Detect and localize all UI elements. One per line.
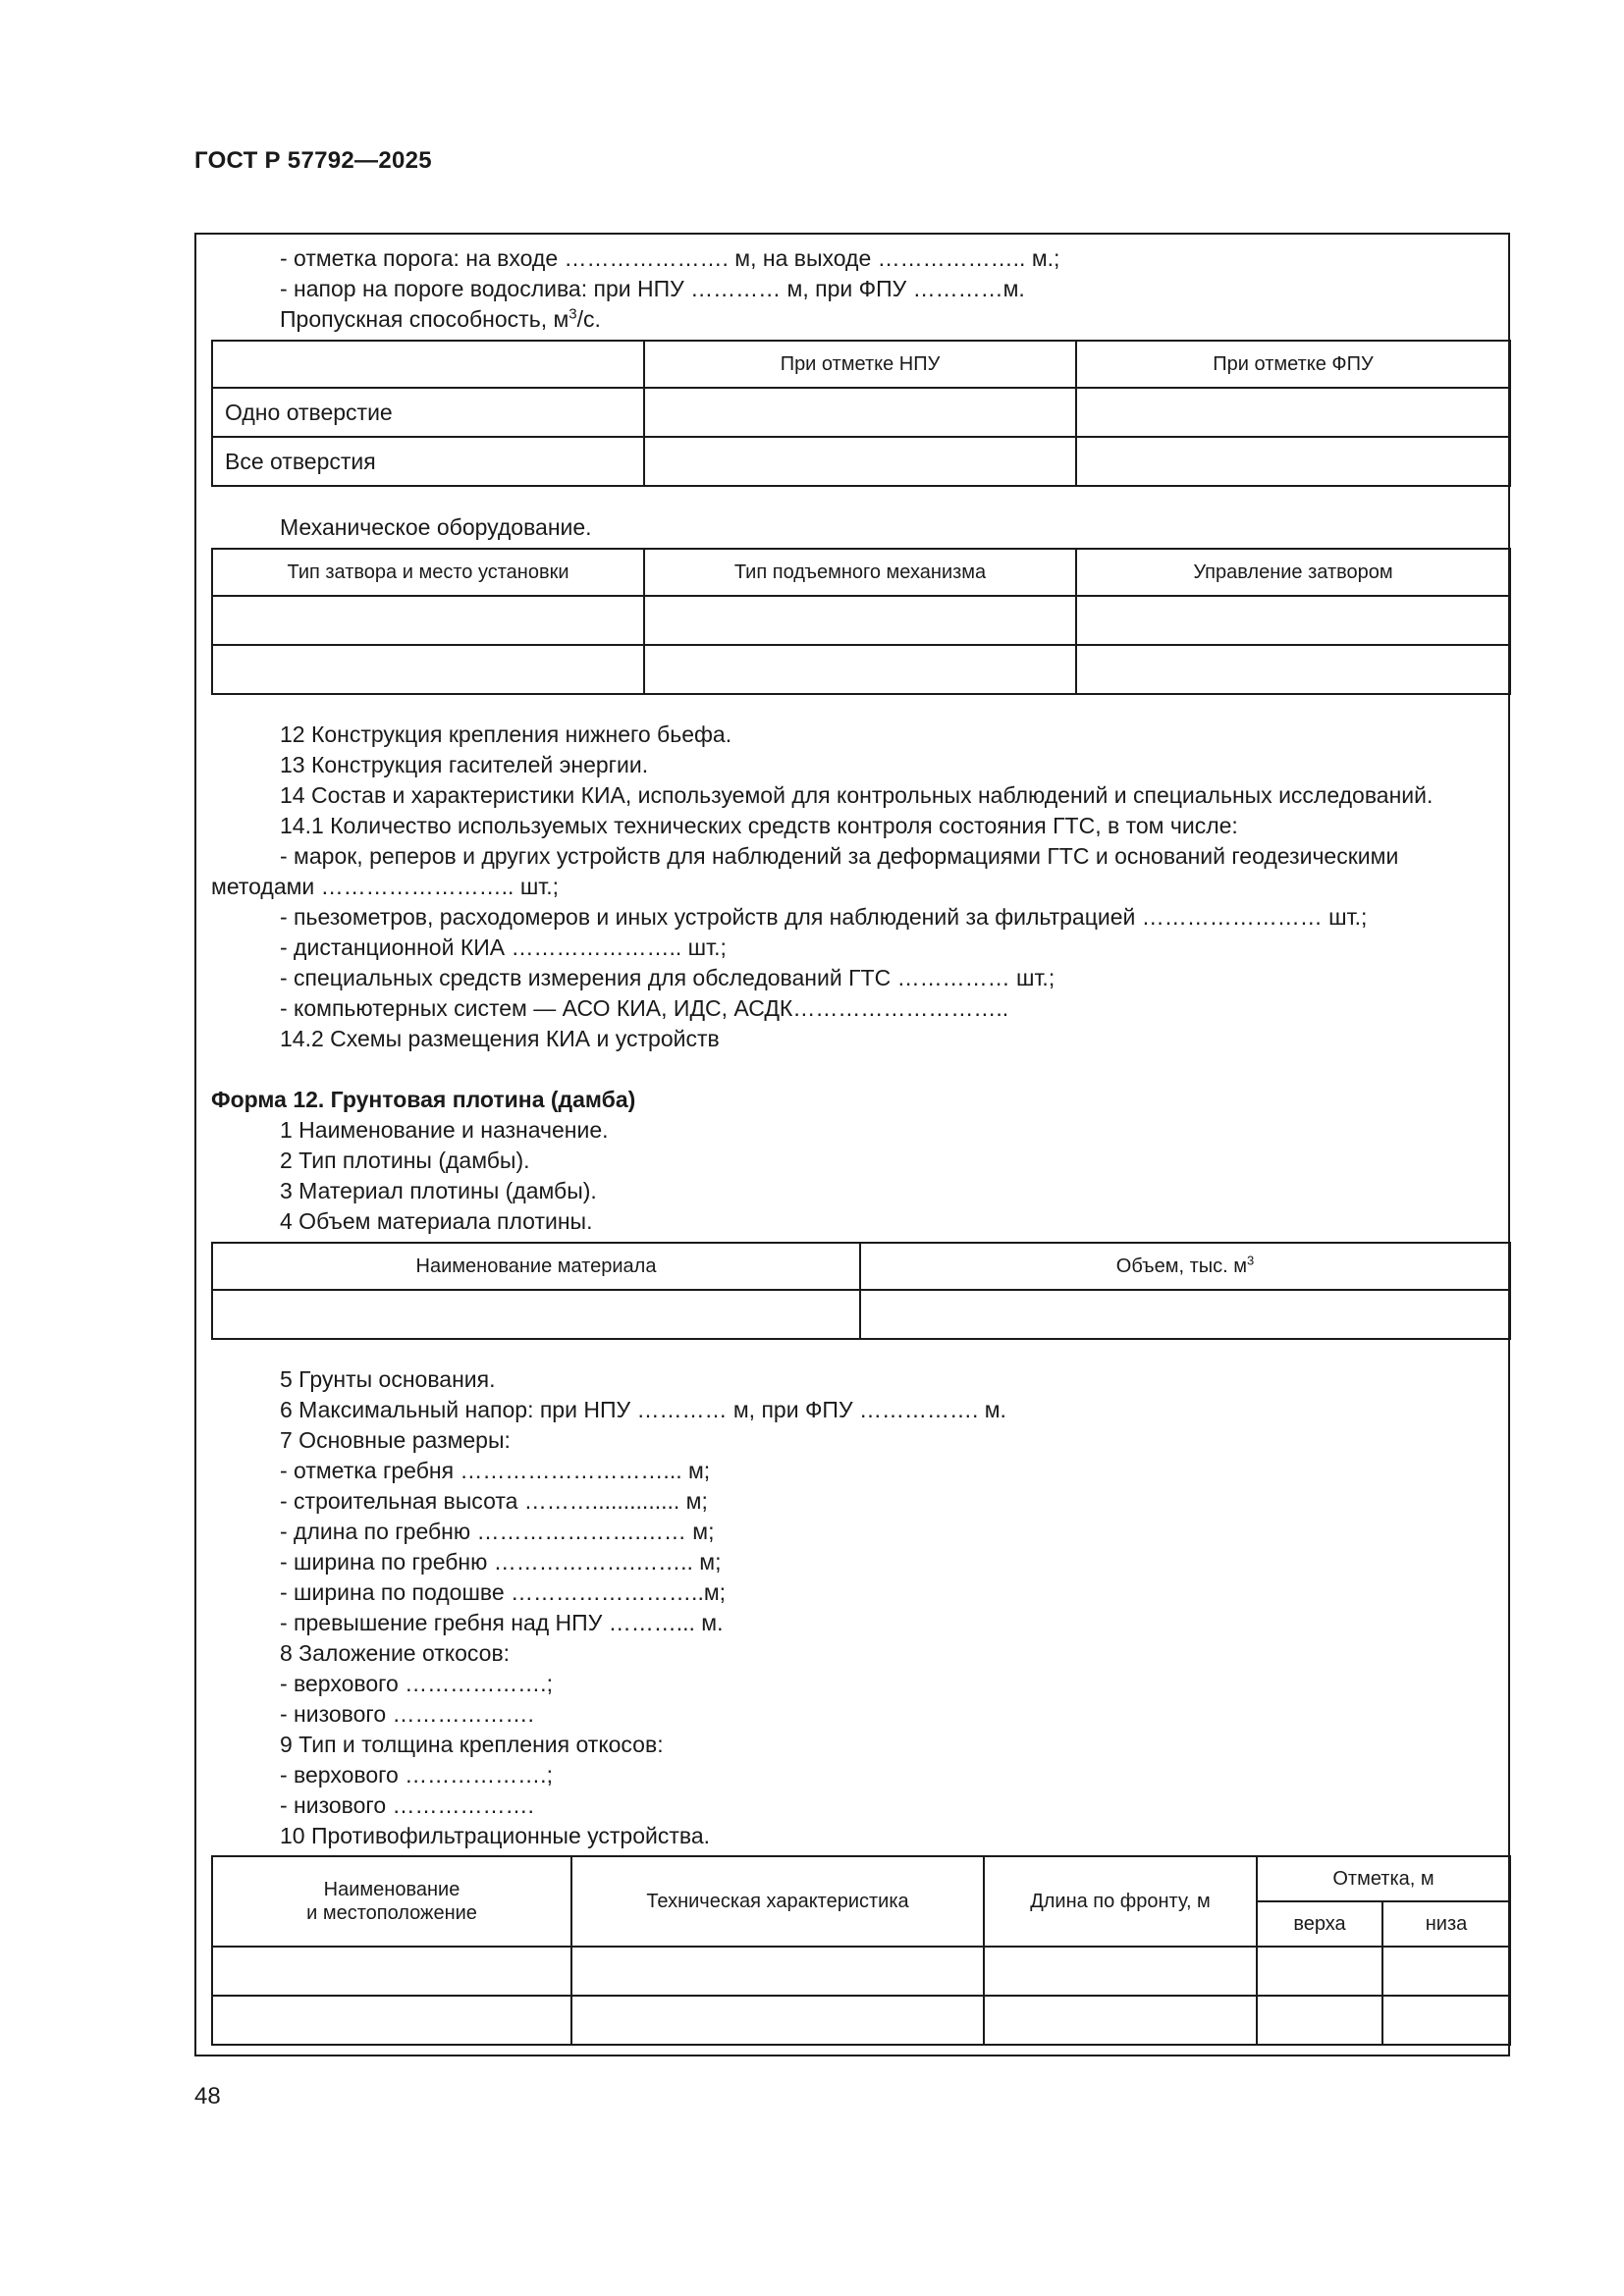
page-number: 48 <box>194 2083 221 2109</box>
antifiltration-cell <box>1257 1996 1382 2045</box>
mechanical-cell <box>1076 596 1510 645</box>
material-header-name: Наименование материала <box>212 1243 860 1290</box>
item-14-1: 14.1 Количество используемых технических средств контроля состояния ГТС, в том числе: <box>280 813 1238 838</box>
capacity-cell <box>644 388 1076 437</box>
material-table <box>211 1242 1511 1340</box>
antifiltration-cell <box>1257 1947 1382 1996</box>
capacity-cell <box>644 437 1076 486</box>
form12-item-1: 1 Наименование и назначение. <box>280 1117 609 1143</box>
geodetic-devices-line-cont: методами …………………….. шт.; <box>211 874 560 899</box>
material-cell <box>212 1290 860 1339</box>
remote-kia-line: - дистанционной КИА ………………….. шт.; <box>280 934 727 960</box>
capacity-label: Пропускная способность, $м^3/с$. <box>280 305 601 332</box>
dimension-line: - отметка гребня ………………………... м; <box>280 1458 711 1483</box>
antifiltration-header-top: верха <box>1257 1901 1382 1947</box>
piezometers-line: - пьезометров, расходомеров и иных устройств для наблюдений за фильтрацией …………………… шт.; <box>280 904 1368 930</box>
form-12-title: Форма 12. Грунтовая плотина (дамба) <box>211 1087 636 1112</box>
mechanical-cell <box>212 596 644 645</box>
capacity-row-label: Одно отверстие <box>212 388 644 437</box>
dimension-line: - ширина по подошве ……………………..м; <box>280 1579 727 1605</box>
capacity-cell <box>1076 388 1510 437</box>
dimension-line: - длина по гребню ………………….…… м; <box>280 1519 715 1544</box>
antifiltration-cell <box>212 1996 571 2045</box>
antifiltration-cell <box>571 1947 984 1996</box>
slope-line: - верхового ……………….; <box>280 1671 553 1696</box>
mechanical-header-lifting: Тип подъемного механизма <box>644 549 1076 596</box>
mechanical-cell <box>212 645 644 694</box>
mechanical-cell <box>644 596 1076 645</box>
item-14: 14 Состав и характеристики КИА, используемой для контрольных наблюдений и специальных исследований. <box>280 782 1434 808</box>
capacity-header-npu: При отметке НПУ <box>644 341 1076 388</box>
item-12: 12 Конструкция крепления нижнего бьефа. <box>280 721 732 747</box>
antifiltration-header-length: Длина по фронту, м <box>984 1856 1257 1947</box>
slope-lining-line: - низового ………………. <box>280 1792 534 1818</box>
item-13: 13 Конструкция гасителей энергии. <box>280 752 649 777</box>
form12-item-10: 10 Противофильтрационные устройства. <box>280 1823 711 1848</box>
threshold-mark-line: - отметка порога: на входе …………………. м, на выходе ……………….. м.; <box>280 245 1060 271</box>
document-code: ГОСТ Р 57792—2025 <box>194 147 432 174</box>
antifiltration-cell <box>212 1947 571 1996</box>
antifiltration-cell <box>1382 1947 1510 1996</box>
dimension-line: - превышение гребня над НПУ ………... м. <box>280 1610 724 1635</box>
material-cell <box>860 1290 1510 1339</box>
antifiltration-cell <box>571 1996 984 2045</box>
capacity-row-label: Все отверстия <box>212 437 644 486</box>
item-14-2: 14.2 Схемы размещения КИА и устройств <box>280 1026 720 1051</box>
capacity-header-fpu: При отметке ФПУ <box>1076 341 1510 388</box>
special-instruments-line: - специальных средств измерения для обследований ГТС …………… шт.; <box>280 965 1056 990</box>
slope-line: - низового ………………. <box>280 1701 534 1727</box>
form12-item-4: 4 Объем материала плотины. <box>280 1208 593 1234</box>
capacity-header-empty <box>212 341 644 388</box>
mechanical-header-control: Управление затвором <box>1076 549 1510 596</box>
spillway-head-line: - напор на пороге водослива: при НПУ ………… м, при ФПУ …………м. <box>280 276 1025 301</box>
form12-item-6: 6 Максимальный напор: при НПУ ………… м, при ФПУ ……………. м. <box>280 1397 1006 1422</box>
geodetic-devices-line: - марок, реперов и других устройств для наблюдений за деформациями ГТС и оснований геодезическими <box>280 843 1399 869</box>
mechanical-cell <box>1076 645 1510 694</box>
slope-lining-line: - верхового ……………….; <box>280 1762 553 1788</box>
antifiltration-cell <box>1382 1996 1510 2045</box>
form12-item-5: 5 Грунты основания. <box>280 1366 496 1392</box>
computer-systems-line: - компьютерных систем — АСО КИА, ИДС, АСДК……………………….. <box>280 995 1009 1021</box>
dimension-line: - ширина по гребню ……………….…….. м; <box>280 1549 722 1575</box>
form12-item-8: 8 Заложение откосов: <box>280 1640 511 1666</box>
form12-item-7: 7 Основные размеры: <box>280 1427 511 1453</box>
antifiltration-cell <box>984 1947 1257 1996</box>
antifiltration-header-bottom: низа <box>1382 1901 1510 1947</box>
form12-item-9: 9 Тип и толщина крепления откосов: <box>280 1732 664 1757</box>
antifiltration-cell <box>984 1996 1257 2045</box>
antifiltration-header-mark: Отметка, м <box>1257 1856 1510 1901</box>
mechanical-table <box>211 548 1511 695</box>
mechanical-header-gate: Тип затвора и место установки <box>212 549 644 596</box>
mechanical-equipment-label: Механическое оборудование. <box>280 514 592 540</box>
form12-item-3: 3 Материал плотины (дамбы). <box>280 1178 597 1203</box>
antifiltration-table <box>211 1855 1511 2046</box>
antifiltration-header-tech: Техническая характеристика <box>571 1856 984 1947</box>
mechanical-cell <box>644 645 1076 694</box>
form12-item-2: 2 Тип плотины (дамбы). <box>280 1148 530 1173</box>
capacity-table <box>211 340 1511 487</box>
capacity-cell <box>1076 437 1510 486</box>
material-header-volume: Объем, тыс. $м^3$ <box>860 1243 1510 1290</box>
antifiltration-header-name: Наименование и местоположение <box>212 1856 571 1947</box>
dimension-line: - строительная высота ……….............. м; <box>280 1488 708 1514</box>
